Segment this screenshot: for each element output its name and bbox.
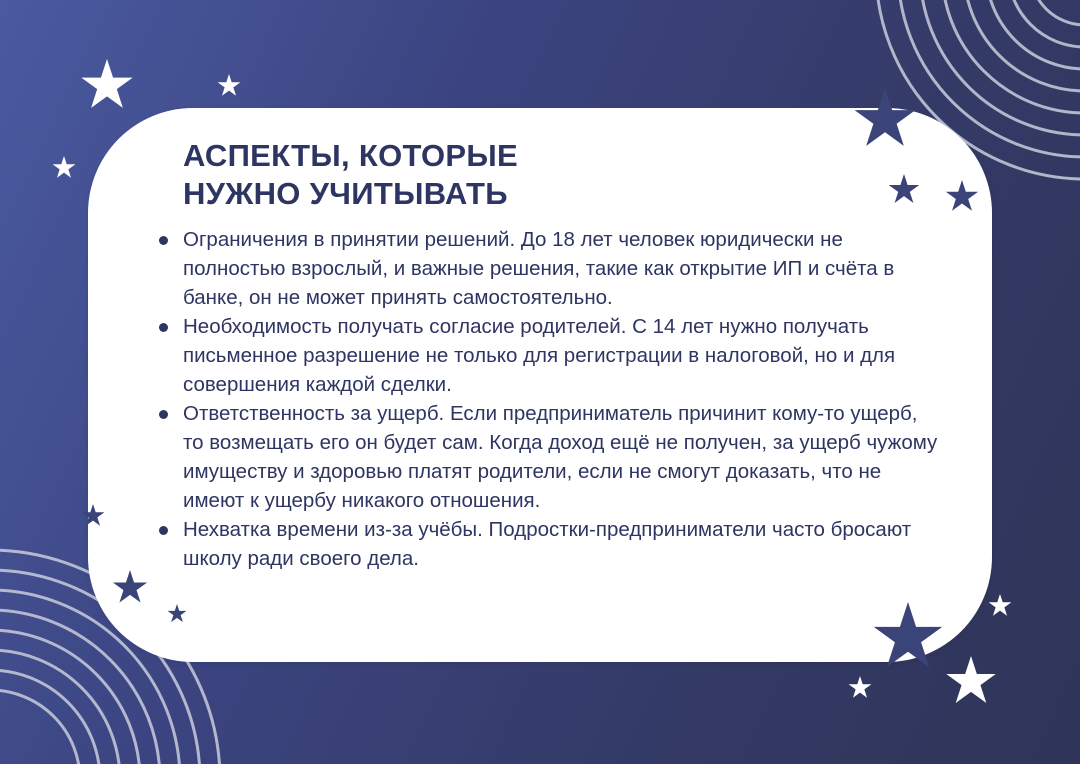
star-icon [889, 174, 919, 203]
star-icon [82, 504, 105, 526]
star-icon [113, 570, 147, 603]
list-item [183, 225, 943, 312]
list-item-text: Ответственность за ущерб. Если предприниматель причинит кому-то ущерб, то возмещать его он будет сам. Когда доход ещё не получен, за ущерб чужому имуществу и здоровью платят родители, если не смогут доказать, что не имеют к ущербу никакого отношения. [183, 402, 938, 512]
list-item-text: Нехватка времени из-за учёбы. Подростки-предприниматели часто бросают школу ради своего дела. [183, 518, 912, 570]
bullet-icon [159, 323, 168, 332]
star-icon [874, 602, 942, 667]
aspects-list [183, 225, 943, 573]
star-icon [946, 180, 978, 211]
page-title [183, 137, 518, 213]
star-icon [855, 88, 916, 146]
list-item-text: Необходимость получать согласие родителей. С 14 лет нужно получать письменное разрешение не только для регистрации в налоговой, но и для совершения каждой сделки. [183, 315, 896, 396]
list-item [183, 312, 943, 399]
bullet-icon [159, 410, 168, 419]
bullet-icon [159, 236, 168, 245]
list-item-text: Ограничения в принятии решений. До 18 лет человек юридически не полностью взрослый, и важные решения, такие как открытие ИП и счёта в банке, он не может принять самостоятельно. [183, 228, 895, 309]
list-item [183, 399, 943, 515]
title-line-1: АСПЕКТЫ, КОТОРЫЕ [183, 138, 518, 173]
list-item [183, 515, 943, 573]
bullet-icon [159, 526, 168, 535]
title-line-2: НУЖНО УЧИТЫВАТЬ [183, 176, 508, 211]
star-icon [167, 604, 186, 622]
